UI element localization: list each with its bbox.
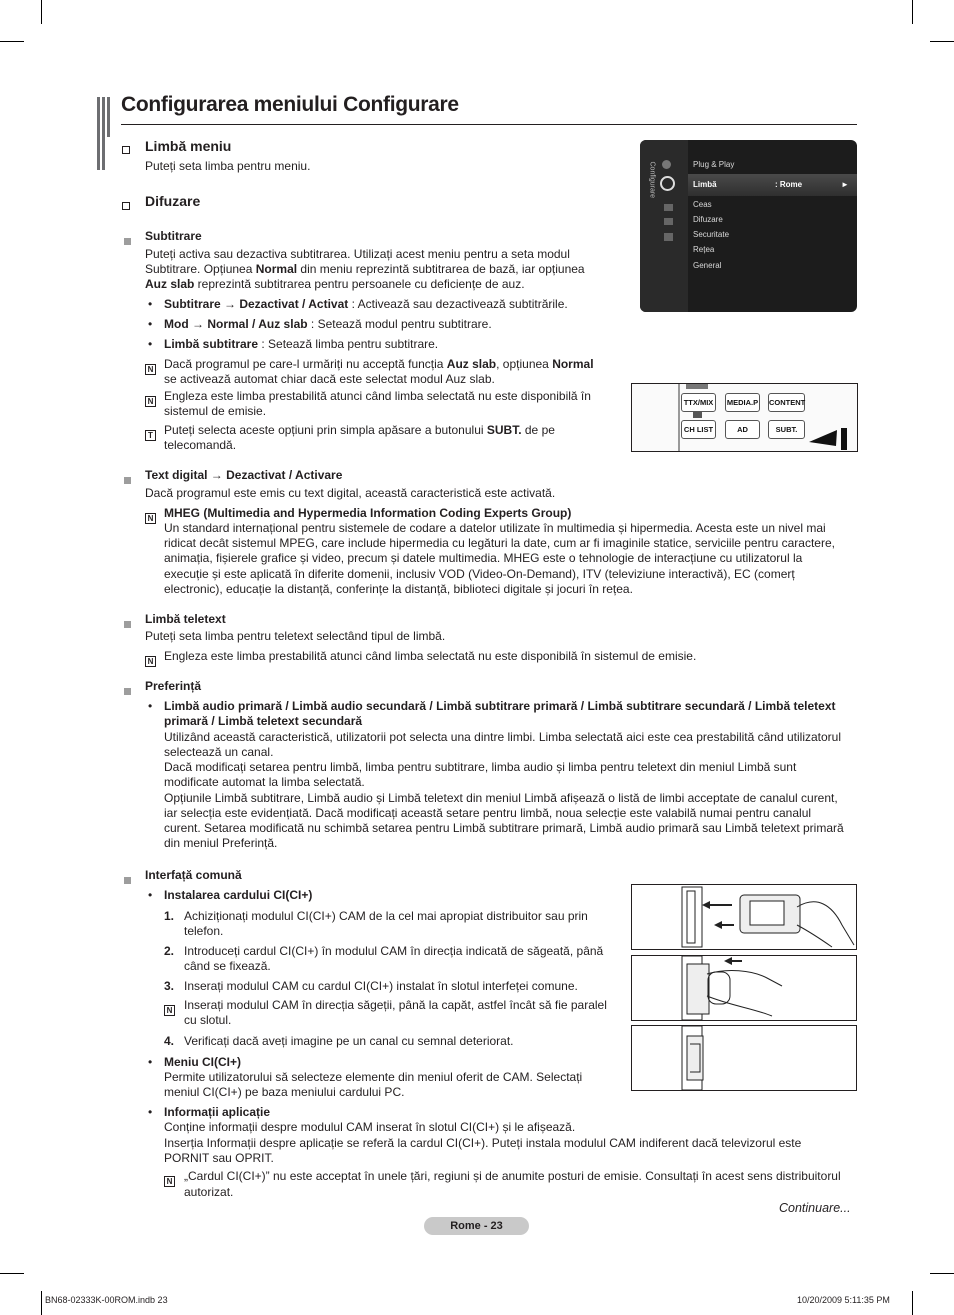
mheg-line: Un standard internațional pentru sistemele de codare a datelor utilizate în multimedia și hipermedia. Acesta este un nivel mai	[164, 521, 826, 535]
note-text: Dacă programul pe care-l urmăriți nu acceptă funcția Auz slab, opțiunea Normal	[164, 357, 594, 371]
crop-mark	[0, 41, 24, 42]
info-line: Inserția Informații despre aplicație se referă la cardul CI(CI+). Puteți instala modulul CAM indiferent dacă televizorul este	[164, 1136, 802, 1150]
ch-list-button[interactable]: CH LIST	[681, 420, 716, 439]
gray-square-icon	[124, 682, 131, 700]
media-p-button[interactable]: MEDIA.P	[725, 393, 760, 412]
bullet-icon: •	[148, 1105, 153, 1119]
crop-mark	[930, 41, 954, 42]
meniu-ci-line: meniul CI(CI+) pe baza meniului cardului PC.	[164, 1085, 405, 1099]
note-icon: N	[164, 1000, 175, 1018]
info-aplicatie-title: Informații aplicație	[164, 1105, 271, 1119]
content-button[interactable]: CONTENT	[768, 393, 805, 412]
note-text: Engleza este limba prestabilită atunci când limba selectată nu este disponibilă în sistemul de emisie.	[164, 649, 697, 663]
subtitrare-line: Subtitrare. Opțiunea Normal din meniu reprezintă subtitrarea de bază, iar opțiunea	[145, 262, 585, 276]
subheading-limba-teletext: Limbă teletext	[145, 612, 226, 626]
menu-side-label: Configurare	[648, 161, 656, 199]
gray-square-icon	[124, 871, 131, 889]
subheading-preferinte: Preferință	[145, 679, 202, 693]
step-text: telefon.	[184, 924, 224, 938]
step-text: când se fixează.	[184, 959, 271, 973]
note-text: telecomandă.	[164, 438, 237, 452]
note-icon: N	[145, 391, 156, 409]
bullet-item: Mod → Normal / Auz slab : Setează modul pentru subtitrare.	[164, 317, 492, 331]
step-number: 4.	[164, 1034, 175, 1048]
note-icon: N	[145, 651, 156, 669]
crop-mark	[41, 0, 42, 24]
cam-inserted-illustration	[631, 1025, 857, 1091]
menu-item-retea[interactable]: Rețea	[693, 245, 715, 254]
section-desc: Puteți seta limba pentru meniu.	[145, 159, 311, 173]
gray-square-icon	[124, 232, 131, 250]
ttx-mix-button[interactable]: TTX/MIX	[681, 393, 716, 412]
section-heading-limba-meniu: Limbă meniu	[145, 138, 232, 154]
mheg-line: animația, fișierele grafice și video, precum și datele multimedia. MHEG este o tehnologie de interacțiune cu utilizatorul la	[164, 551, 803, 565]
title-bar-decoration	[102, 97, 105, 170]
cam-insert-illustration	[631, 955, 857, 1021]
remote-edge	[678, 384, 680, 451]
bullet-icon: •	[148, 317, 153, 331]
section-heading-difuzare: Difuzare	[145, 193, 201, 209]
subtitrare-line: Puteți activa sau dezactiva subtitrarea. Utilizați acest meniu pentru a seta modul	[145, 247, 570, 261]
step-text: Achiziționați modulul CI(CI+) CAM de la cel mai apropiat distribuitor sau prin	[184, 909, 588, 923]
menu-item-general[interactable]: General	[693, 261, 722, 270]
menu-item-ceas[interactable]: Ceas	[693, 200, 712, 209]
title-bar-decoration	[97, 97, 100, 170]
note-icon: N	[145, 508, 156, 526]
preferinte-line: Dacă modificați setarea pentru limbă, limba pentru subtitrare, limba audio și limba pentru teletext din meniul Limbă sunt	[164, 760, 797, 774]
preferinte-line: Utilizând această caracteristică, utilizatorii pot selecta una dintre limbi. Limba selectată aici este cea prestabilită când utilizatorul	[164, 730, 841, 744]
meniu-ci-line: Permite utilizatorului să selecteze elemente din meniul oferit de CAM. Selectați	[164, 1070, 583, 1084]
preferinte-line: Opțiunile Limbă subtitrare, Limbă audio și Limbă teletext din meniul Limbă afișează o listă de limbi acceptate de canalul curent,	[164, 791, 838, 805]
info-line: PORNIT sau OPRIT.	[164, 1151, 274, 1165]
crop-mark	[0, 1273, 24, 1274]
preferinte-line: iar selecția este evidențiată. Dacă modificați această setare pentru limbă, noua selecție este valabilă numai pentru canalul	[164, 806, 812, 820]
step-number: 3.	[164, 979, 175, 993]
menu-item-value: : Rome	[775, 180, 803, 189]
checkbox-icon	[122, 141, 130, 159]
bullet-item: Subtitrare → Dezactivat / Activat : Activează sau dezactivează subtitrările.	[164, 297, 568, 311]
remote-illustration	[631, 383, 858, 452]
subtitrare-line: Auz slab reprezintă subtitrarea pentru persoanele cu deficiențe de auz.	[145, 277, 525, 291]
page-number-badge: Rome - 23	[424, 1217, 529, 1235]
remote-top-key	[686, 384, 708, 389]
ci-card-illustration	[631, 884, 857, 950]
title-bar-decoration	[107, 97, 110, 137]
step-text: Introduceți cardul CI(CI+) în modulul CAM în direcția indicată de săgeată, până	[184, 944, 604, 958]
bullet-item: Limbă subtitrare : Setează limba pentru subtitrare.	[164, 337, 439, 351]
checkbox-icon	[122, 197, 130, 215]
note-text: sistemul de emisie.	[164, 404, 267, 418]
channel-icon	[664, 204, 673, 211]
meniu-ci-title: Meniu CI(CI+)	[164, 1055, 241, 1069]
crop-mark	[912, 1291, 913, 1315]
menu-item-securitate[interactable]: Securitate	[693, 230, 730, 239]
gray-square-icon	[124, 471, 131, 489]
note-text: se activează automat chiar dacă este selectat modul Auz slab.	[164, 372, 495, 386]
menu-item-difuzare[interactable]: Difuzare	[693, 215, 723, 224]
crop-mark	[930, 1273, 954, 1274]
note-text: Engleza este limba prestabilită atunci când limba selectată nu este disponibilă în	[164, 389, 591, 403]
step-text: Verificați dacă aveți imagine pe un canal cu semnal deteriorat.	[184, 1034, 514, 1048]
bullet-icon: •	[148, 699, 153, 713]
step-number: 1.	[164, 909, 175, 923]
menu-item-limba[interactable]: Limbă	[693, 180, 717, 189]
gear-icon	[660, 176, 675, 191]
crop-mark	[41, 1291, 42, 1315]
note-text: cu slotul.	[184, 1013, 232, 1027]
note-icon: N	[164, 1171, 175, 1189]
preferinte-line: modificate automat la limba selectată.	[164, 775, 365, 789]
small-key-icon	[693, 412, 702, 418]
mheg-line: ridicat decât sistemul MPEG, care include hipermedia cu legături la date, cum ar fi imaginile statice, serviciile pentru caractere,	[164, 536, 835, 550]
cam-inserted-drawing	[632, 1026, 856, 1090]
gray-square-icon	[124, 615, 131, 633]
input-icon	[664, 218, 673, 225]
pointer-arrow-icon	[807, 422, 857, 451]
subheading-text-digital: Text digital → Dezactivat / Activare	[145, 468, 343, 482]
note-text: „Cardul CI(CI+)” nu este acceptat în unele țări, regiuni și de anumite posturi de emisie. Consultați în acest sens distribuitorul	[184, 1169, 841, 1183]
step-number: 2.	[164, 944, 175, 958]
preferinte-line: din meniul Preferință.	[164, 836, 278, 850]
info-line: Conține informații despre modulul CAM inserat în slotul CI(CI+) și le afișează.	[164, 1120, 576, 1134]
subt-button[interactable]: SUBT.	[768, 420, 805, 439]
mheg-line: electronic), educație la distanță, conferințe la distanță, biblioteci digitale și jocuri în rețea.	[164, 582, 633, 596]
picture-icon	[662, 160, 671, 169]
tv-menu-screenshot	[640, 140, 857, 312]
menu-arrow-icon: ►	[841, 180, 849, 189]
note-icon: N	[145, 359, 156, 377]
text-digital-desc: Dacă programul este emis cu text digital, această caracteristică este activată.	[145, 486, 556, 500]
preferinte-line: selectează un canal.	[164, 745, 274, 759]
ad-button[interactable]: AD	[725, 420, 760, 439]
cam-insert-drawing	[632, 956, 856, 1020]
bullet-icon: •	[148, 337, 153, 351]
title-rule	[121, 124, 857, 125]
bullet-icon: •	[148, 1055, 153, 1069]
step-text: Inserați modulul CAM cu cardul CI(CI+) instalat în slotul interfeței comune.	[184, 979, 578, 993]
bullet-icon: •	[148, 297, 153, 311]
remote-note-icon: T	[145, 425, 156, 443]
footer-right: 10/20/2009 5:11:35 PM	[797, 1295, 890, 1305]
limba-teletext-desc: Puteți seta limba pentru teletext selectând tipul de limbă.	[145, 629, 446, 643]
preferinte-bullet-line: Limbă audio primară / Limbă audio secundară / Limbă subtitrare primară / Limbă subtitrare secundară / Limbă teletext	[164, 699, 836, 713]
menu-item-plug-play[interactable]: Plug & Play	[693, 160, 735, 169]
mheg-line: execuție și este aplicată în diferite domenii, inclusiv VOD (Video-On-Demand), ITV (televiziune interactivă), EC (comerț	[164, 567, 795, 581]
card-insert-drawing	[632, 885, 856, 949]
note-text: Puteți selecta aceste opțiuni prin simpla apăsare a butonului SUBT. de pe	[164, 423, 555, 437]
crop-mark	[912, 0, 913, 24]
footer-left: BN68-02333K-00ROM.indb 23	[45, 1295, 168, 1305]
install-title: Instalarea cardului CI(CI+)	[164, 888, 313, 902]
support-icon	[664, 233, 673, 241]
note-text: autorizat.	[184, 1185, 234, 1199]
mheg-title: MHEG (Multimedia and Hypermedia Information Coding Experts Group)	[164, 506, 572, 520]
bullet-icon: •	[148, 888, 153, 902]
subheading-subtitrare: Subtitrare	[145, 229, 202, 243]
continuare-label: Continuare...	[779, 1201, 851, 1215]
preferinte-bullet-line: primară / Limbă teletext secundară	[164, 714, 363, 728]
page-title: Configurarea meniului Configurare	[121, 93, 459, 116]
preferinte-line: curent. Setarea modificată nu schimbă setarea pentru Limbă subtitrare primară, Limbă audio primară sau Limbă teletext primară	[164, 821, 844, 835]
subheading-interfata: Interfață comună	[145, 868, 242, 882]
note-text: Inserați modulul CAM în direcția săgeții, până la capăt, astfel încât să fie paralel	[184, 998, 607, 1012]
